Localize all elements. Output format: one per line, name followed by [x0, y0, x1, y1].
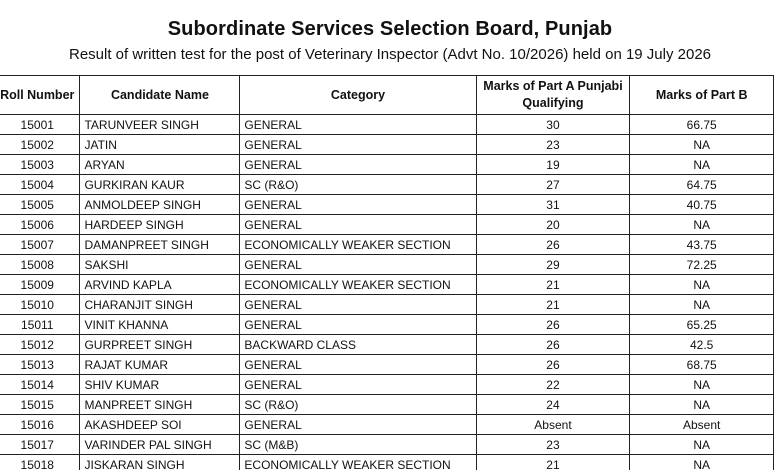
marks-part-a-cell: 24: [476, 395, 630, 415]
roll-number-cell: 15015: [0, 395, 80, 415]
marks-part-b-cell: 40.75: [630, 195, 774, 215]
marks-part-b-cell: NA: [630, 435, 774, 455]
marks-part-b-cell: NA: [630, 135, 774, 155]
category-cell: GENERAL: [240, 315, 476, 335]
candidate-name-cell: ANMOLDEEP SINGH: [80, 195, 240, 215]
table-row: [0, 435, 774, 455]
category-cell: GENERAL: [240, 375, 476, 395]
roll-number-cell: 15018: [0, 455, 80, 470]
candidate-name-cell: VINIT KHANNA: [80, 315, 240, 335]
table-row: [0, 275, 774, 295]
table-row: [0, 235, 774, 255]
marks-part-a-cell: 30: [476, 115, 630, 135]
marks-part-b-cell: NA: [630, 295, 774, 315]
roll-number-cell: 15013: [0, 355, 80, 375]
roll-number-cell: 15010: [0, 295, 80, 315]
table-row: [0, 195, 774, 215]
candidate-name-cell: SAKSHI: [80, 255, 240, 275]
marks-part-b-cell: 64.75: [630, 175, 774, 195]
marks-part-b-cell: NA: [630, 375, 774, 395]
marks-part-b-cell: NA: [630, 275, 774, 295]
candidate-name-cell: SHIV KUMAR: [80, 375, 240, 395]
candidate-name-cell: TARUNVEER SINGH: [80, 115, 240, 135]
roll-number-cell: 15004: [0, 175, 80, 195]
candidate-name-cell: RAJAT KUMAR: [80, 355, 240, 375]
marks-part-b-cell: 66.75: [630, 115, 774, 135]
marks-part-a-cell: 31: [476, 195, 630, 215]
candidate-name-cell: JISKARAN SINGH: [80, 455, 240, 470]
marks-part-a-cell: 26: [476, 335, 630, 355]
candidate-name-cell: CHARANJIT SINGH: [80, 295, 240, 315]
roll-number-cell: 15002: [0, 135, 80, 155]
category-cell: GENERAL: [240, 195, 476, 215]
marks-part-a-cell: 20: [476, 215, 630, 235]
candidate-name-cell: VARINDER PAL SINGH: [80, 435, 240, 455]
marks-part-a-cell: 26: [476, 315, 630, 335]
roll-number-cell: 15008: [0, 255, 80, 275]
roll-number-cell: 15003: [0, 155, 80, 175]
marks-part-b-cell: Absent: [630, 415, 774, 435]
candidate-name-cell: ARVIND KAPLA: [80, 275, 240, 295]
marks-part-a-cell: 21: [476, 275, 630, 295]
roll-number-cell: 15014: [0, 375, 80, 395]
category-cell: ECONOMICALLY WEAKER SECTION: [240, 235, 476, 255]
marks-part-b-cell: 72.25: [630, 255, 774, 275]
table-row: [0, 315, 774, 335]
marks-part-b-cell: NA: [630, 395, 774, 415]
table-row: [0, 175, 774, 195]
category-cell: GENERAL: [240, 215, 476, 235]
marks-part-a-cell: 26: [476, 235, 630, 255]
marks-part-b-cell: 65.25: [630, 315, 774, 335]
header-roll-number: Roll Number: [0, 76, 80, 115]
header-candidate-name: Candidate Name: [80, 76, 240, 115]
category-cell: ECONOMICALLY WEAKER SECTION: [240, 455, 476, 470]
marks-part-b-cell: NA: [630, 215, 774, 235]
candidate-name-cell: JATIN: [80, 135, 240, 155]
candidate-name-cell: HARDEEP SINGH: [80, 215, 240, 235]
table-row: [0, 455, 774, 470]
table-row: [0, 415, 774, 435]
header-category: Category: [240, 76, 476, 115]
marks-part-b-cell: 42.5: [630, 335, 774, 355]
table-row: [0, 155, 774, 175]
category-cell: BACKWARD CLASS: [240, 335, 476, 355]
header-marks-part-a: Marks of Part A Punjabi Qualifying: [476, 76, 630, 115]
marks-part-b-cell: NA: [630, 155, 774, 175]
category-cell: GENERAL: [240, 155, 476, 175]
marks-part-b-cell: NA: [630, 455, 774, 470]
roll-number-cell: 15017: [0, 435, 80, 455]
table-row: [0, 395, 774, 415]
candidate-name-cell: GURPREET SINGH: [80, 335, 240, 355]
table-row: [0, 255, 774, 275]
category-cell: GENERAL: [240, 295, 476, 315]
marks-part-a-cell: 21: [476, 455, 630, 470]
marks-part-a-cell: 22: [476, 375, 630, 395]
marks-part-a-cell: 29: [476, 255, 630, 275]
marks-part-a-cell: 19: [476, 155, 630, 175]
marks-part-a-cell: Absent: [476, 415, 630, 435]
marks-part-b-cell: 43.75: [630, 235, 774, 255]
category-cell: GENERAL: [240, 355, 476, 375]
table-row: [0, 115, 774, 135]
document-subtitle: Result of written test for the post of Veterinary Inspector (Advt No. 10/2026) held on 19 July 2026: [68, 46, 712, 63]
marks-part-a-cell: 23: [476, 435, 630, 455]
category-cell: SC (M&B): [240, 435, 476, 455]
marks-part-a-cell: 23: [476, 135, 630, 155]
candidate-name-cell: GURKIRAN KAUR: [80, 175, 240, 195]
table-header-row: [0, 76, 774, 115]
table-row: [0, 295, 774, 315]
candidate-name-cell: DAMANPREET SINGH: [80, 235, 240, 255]
roll-number-cell: 15012: [0, 335, 80, 355]
category-cell: GENERAL: [240, 115, 476, 135]
marks-part-a-cell: 21: [476, 295, 630, 315]
candidate-name-cell: MANPREET SINGH: [80, 395, 240, 415]
category-cell: ECONOMICALLY WEAKER SECTION: [240, 275, 476, 295]
category-cell: GENERAL: [240, 255, 476, 275]
roll-number-cell: 15009: [0, 275, 80, 295]
roll-number-cell: 15006: [0, 215, 80, 235]
roll-number-cell: 15016: [0, 415, 80, 435]
table-row: [0, 215, 774, 235]
table-row: [0, 135, 774, 155]
document-title: Subordinate Services Selection Board, Punjab: [167, 18, 613, 40]
candidate-name-cell: ARYAN: [80, 155, 240, 175]
roll-number-cell: 15001: [0, 115, 80, 135]
header-marks-part-b: Marks of Part B: [630, 76, 774, 115]
marks-part-a-cell: 27: [476, 175, 630, 195]
candidate-name-cell: AKASHDEEP SOI: [80, 415, 240, 435]
table-row: [0, 375, 774, 395]
result-table: [0, 75, 774, 470]
category-cell: GENERAL: [240, 135, 476, 155]
marks-part-b-cell: 68.75: [630, 355, 774, 375]
category-cell: GENERAL: [240, 415, 476, 435]
table-row: [0, 355, 774, 375]
roll-number-cell: 15007: [0, 235, 80, 255]
roll-number-cell: 15005: [0, 195, 80, 215]
marks-part-a-cell: 26: [476, 355, 630, 375]
category-cell: SC (R&O): [240, 175, 476, 195]
roll-number-cell: 15011: [0, 315, 80, 335]
table-row: [0, 335, 774, 355]
category-cell: SC (R&O): [240, 395, 476, 415]
table-body: [0, 115, 774, 470]
